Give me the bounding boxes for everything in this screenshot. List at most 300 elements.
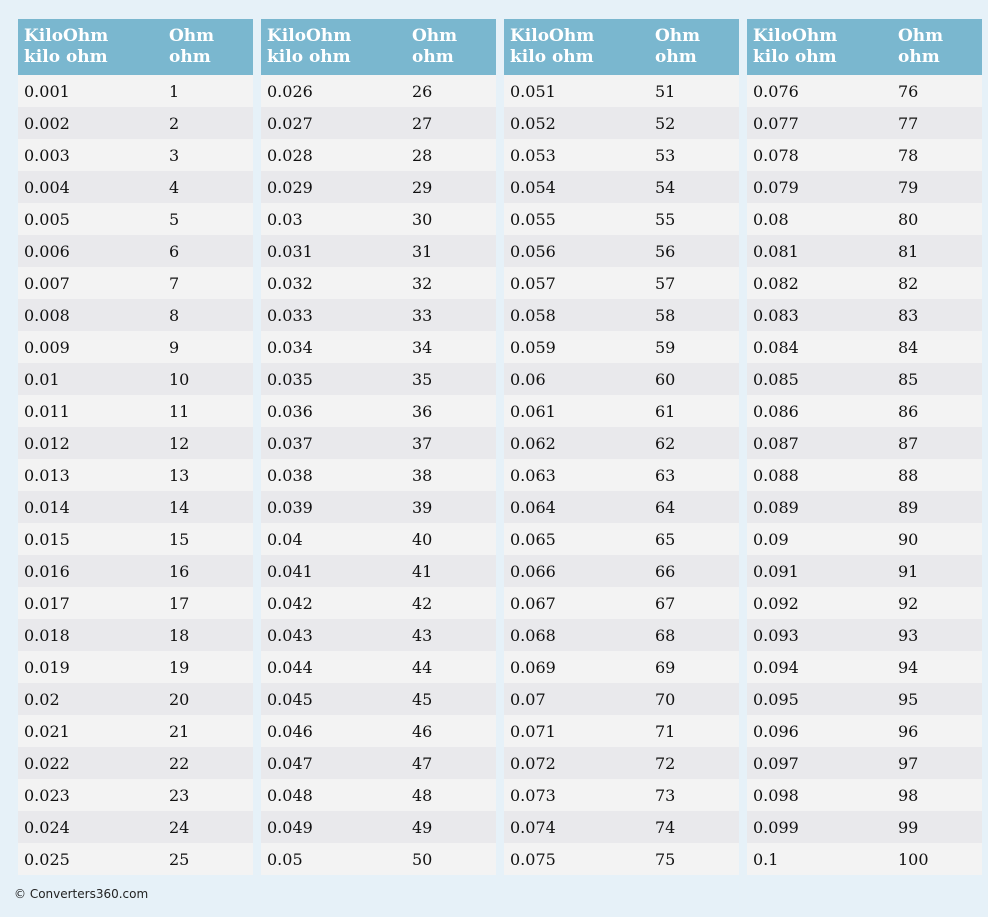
kiloohm-cell: 0.093 bbox=[747, 619, 892, 651]
table-row bbox=[504, 299, 739, 331]
kiloohm-header-line2: kilo ohm bbox=[753, 47, 837, 67]
ohm-cell: 34 bbox=[406, 331, 496, 363]
table-row bbox=[261, 331, 496, 363]
table-row bbox=[261, 107, 496, 139]
table-row bbox=[18, 523, 253, 555]
table-row bbox=[504, 203, 739, 235]
ohm-cell: 83 bbox=[892, 299, 982, 331]
ohm-cell: 36 bbox=[406, 395, 496, 427]
ohm-cell: 32 bbox=[406, 267, 496, 299]
table-row bbox=[261, 395, 496, 427]
ohm-cell: 30 bbox=[406, 203, 496, 235]
ohm-cell: 73 bbox=[649, 779, 739, 811]
kiloohm-cell: 0.085 bbox=[747, 363, 892, 395]
ohm-cell: 66 bbox=[649, 555, 739, 587]
kiloohm-cell: 0.031 bbox=[261, 235, 406, 267]
table-row bbox=[747, 75, 982, 107]
kiloohm-cell: 0.006 bbox=[18, 235, 163, 267]
table-row bbox=[747, 427, 982, 459]
ohm-cell: 21 bbox=[163, 715, 253, 747]
table-row bbox=[261, 363, 496, 395]
table-row bbox=[747, 779, 982, 811]
kiloohm-cell: 0.058 bbox=[504, 299, 649, 331]
ohm-cell: 59 bbox=[649, 331, 739, 363]
ohm-cell: 49 bbox=[406, 811, 496, 843]
ohm-cell: 84 bbox=[892, 331, 982, 363]
kiloohm-cell: 0.049 bbox=[261, 811, 406, 843]
kiloohm-cell: 0.009 bbox=[18, 331, 163, 363]
kiloohm-cell: 0.017 bbox=[18, 587, 163, 619]
ohm-cell: 89 bbox=[892, 491, 982, 523]
ohm-cell: 41 bbox=[406, 555, 496, 587]
kiloohm-cell: 0.028 bbox=[261, 139, 406, 171]
ohm-cell: 4 bbox=[163, 171, 253, 203]
ohm-cell: 7 bbox=[163, 267, 253, 299]
ohm-header-line1: Ohm bbox=[412, 26, 458, 46]
table-body bbox=[261, 75, 496, 875]
kiloohm-cell: 0.011 bbox=[18, 395, 163, 427]
table-row bbox=[261, 427, 496, 459]
table-row bbox=[747, 843, 982, 875]
table-row bbox=[504, 427, 739, 459]
ohm-cell: 1 bbox=[163, 75, 253, 107]
ohm-cell: 20 bbox=[163, 683, 253, 715]
ohm-cell: 16 bbox=[163, 555, 253, 587]
ohm-cell: 58 bbox=[649, 299, 739, 331]
table-row bbox=[18, 459, 253, 491]
ohm-cell: 72 bbox=[649, 747, 739, 779]
kiloohm-cell: 0.063 bbox=[504, 459, 649, 491]
kiloohm-cell: 0.05 bbox=[261, 843, 406, 875]
ohm-cell: 14 bbox=[163, 491, 253, 523]
table-row bbox=[18, 587, 253, 619]
table-row bbox=[18, 331, 253, 363]
ohm-cell: 15 bbox=[163, 523, 253, 555]
ohm-cell: 38 bbox=[406, 459, 496, 491]
ohm-cell: 13 bbox=[163, 459, 253, 491]
ohm-cell: 81 bbox=[892, 235, 982, 267]
ohm-cell: 97 bbox=[892, 747, 982, 779]
ohm-cell: 53 bbox=[649, 139, 739, 171]
kiloohm-cell: 0.1 bbox=[747, 843, 892, 875]
table-row bbox=[18, 747, 253, 779]
table-row bbox=[504, 331, 739, 363]
table-row bbox=[18, 107, 253, 139]
kiloohm-cell: 0.03 bbox=[261, 203, 406, 235]
table-row bbox=[504, 651, 739, 683]
table-row bbox=[747, 395, 982, 427]
ohm-cell: 67 bbox=[649, 587, 739, 619]
table-row bbox=[504, 747, 739, 779]
table-row bbox=[747, 811, 982, 843]
table-row bbox=[18, 363, 253, 395]
ohm-cell: 22 bbox=[163, 747, 253, 779]
kiloohm-cell: 0.056 bbox=[504, 235, 649, 267]
ohm-cell: 98 bbox=[892, 779, 982, 811]
ohm-cell: 10 bbox=[163, 363, 253, 395]
table-row bbox=[504, 587, 739, 619]
kiloohm-cell: 0.077 bbox=[747, 107, 892, 139]
table-row bbox=[261, 491, 496, 523]
ohm-cell: 76 bbox=[892, 75, 982, 107]
kiloohm-cell: 0.046 bbox=[261, 715, 406, 747]
table-header-row bbox=[504, 19, 739, 75]
kiloohm-cell: 0.069 bbox=[504, 651, 649, 683]
table-row bbox=[261, 779, 496, 811]
table-row bbox=[261, 811, 496, 843]
ohm-cell: 70 bbox=[649, 683, 739, 715]
kiloohm-cell: 0.071 bbox=[504, 715, 649, 747]
kiloohm-cell: 0.002 bbox=[18, 107, 163, 139]
ohm-cell: 79 bbox=[892, 171, 982, 203]
table-row bbox=[747, 203, 982, 235]
ohm-cell: 27 bbox=[406, 107, 496, 139]
kiloohm-cell: 0.091 bbox=[747, 555, 892, 587]
ohm-cell: 31 bbox=[406, 235, 496, 267]
ohm-cell: 56 bbox=[649, 235, 739, 267]
table-body bbox=[747, 75, 982, 875]
kiloohm-cell: 0.064 bbox=[504, 491, 649, 523]
table-header-row bbox=[261, 19, 496, 75]
kiloohm-cell: 0.004 bbox=[18, 171, 163, 203]
kiloohm-cell: 0.027 bbox=[261, 107, 406, 139]
ohm-cell: 85 bbox=[892, 363, 982, 395]
kiloohm-cell: 0.095 bbox=[747, 683, 892, 715]
ohm-cell: 69 bbox=[649, 651, 739, 683]
kiloohm-cell: 0.074 bbox=[504, 811, 649, 843]
ohm-cell: 94 bbox=[892, 651, 982, 683]
ohm-cell: 26 bbox=[406, 75, 496, 107]
kiloohm-cell: 0.089 bbox=[747, 491, 892, 523]
table-row bbox=[747, 555, 982, 587]
ohm-cell: 93 bbox=[892, 619, 982, 651]
table-row bbox=[504, 715, 739, 747]
table-row bbox=[747, 171, 982, 203]
table-row bbox=[18, 683, 253, 715]
table-row bbox=[18, 203, 253, 235]
ohm-cell: 6 bbox=[163, 235, 253, 267]
kiloohm-cell: 0.087 bbox=[747, 427, 892, 459]
table-row bbox=[18, 491, 253, 523]
ohm-cell: 35 bbox=[406, 363, 496, 395]
kiloohm-column-header bbox=[18, 19, 163, 75]
kiloohm-cell: 0.032 bbox=[261, 267, 406, 299]
kiloohm-cell: 0.054 bbox=[504, 171, 649, 203]
table-row bbox=[504, 683, 739, 715]
kiloohm-cell: 0.07 bbox=[504, 683, 649, 715]
kiloohm-column-header bbox=[747, 19, 892, 75]
ohm-cell: 64 bbox=[649, 491, 739, 523]
ohm-cell: 78 bbox=[892, 139, 982, 171]
kiloohm-cell: 0.003 bbox=[18, 139, 163, 171]
table-row bbox=[504, 107, 739, 139]
ohm-cell: 77 bbox=[892, 107, 982, 139]
kiloohm-cell: 0.092 bbox=[747, 587, 892, 619]
table-row bbox=[504, 459, 739, 491]
table-row bbox=[261, 683, 496, 715]
table-row bbox=[747, 523, 982, 555]
ohm-cell: 63 bbox=[649, 459, 739, 491]
ohm-cell: 23 bbox=[163, 779, 253, 811]
table-row bbox=[747, 587, 982, 619]
ohm-cell: 99 bbox=[892, 811, 982, 843]
ohm-cell: 60 bbox=[649, 363, 739, 395]
ohm-cell: 91 bbox=[892, 555, 982, 587]
ohm-cell: 57 bbox=[649, 267, 739, 299]
kiloohm-cell: 0.068 bbox=[504, 619, 649, 651]
ohm-cell: 90 bbox=[892, 523, 982, 555]
table-row bbox=[504, 619, 739, 651]
kiloohm-cell: 0.029 bbox=[261, 171, 406, 203]
ohm-cell: 51 bbox=[649, 75, 739, 107]
ohm-cell: 19 bbox=[163, 651, 253, 683]
table-row bbox=[261, 587, 496, 619]
table-row bbox=[747, 363, 982, 395]
kiloohm-header-line1: KiloOhm bbox=[753, 26, 838, 46]
ohm-cell: 100 bbox=[892, 843, 982, 875]
kiloohm-cell: 0.048 bbox=[261, 779, 406, 811]
ohm-cell: 86 bbox=[892, 395, 982, 427]
ohm-cell: 8 bbox=[163, 299, 253, 331]
ohm-header-line1: Ohm bbox=[898, 26, 944, 46]
kiloohm-cell: 0.047 bbox=[261, 747, 406, 779]
ohm-cell: 37 bbox=[406, 427, 496, 459]
ohm-cell: 74 bbox=[649, 811, 739, 843]
table-body bbox=[504, 75, 739, 875]
kiloohm-cell: 0.059 bbox=[504, 331, 649, 363]
table-row bbox=[504, 139, 739, 171]
kiloohm-cell: 0.051 bbox=[504, 75, 649, 107]
ohm-cell: 54 bbox=[649, 171, 739, 203]
kiloohm-cell: 0.084 bbox=[747, 331, 892, 363]
ohm-cell: 61 bbox=[649, 395, 739, 427]
table-row bbox=[747, 619, 982, 651]
kiloohm-cell: 0.001 bbox=[18, 75, 163, 107]
ohm-column-header bbox=[892, 19, 982, 75]
kiloohm-cell: 0.038 bbox=[261, 459, 406, 491]
table-row bbox=[504, 523, 739, 555]
table-row bbox=[504, 811, 739, 843]
table-row bbox=[261, 619, 496, 651]
table-row bbox=[747, 747, 982, 779]
table-row bbox=[18, 843, 253, 875]
ohm-header-line2: ohm bbox=[169, 47, 211, 67]
kiloohm-cell: 0.075 bbox=[504, 843, 649, 875]
kiloohm-cell: 0.012 bbox=[18, 427, 163, 459]
kiloohm-cell: 0.083 bbox=[747, 299, 892, 331]
table-row bbox=[261, 75, 496, 107]
kiloohm-cell: 0.021 bbox=[18, 715, 163, 747]
table-row bbox=[504, 779, 739, 811]
kiloohm-header-line1: KiloOhm bbox=[24, 26, 109, 46]
table-row bbox=[747, 107, 982, 139]
table-row bbox=[18, 235, 253, 267]
ohm-header-line2: ohm bbox=[898, 47, 940, 67]
ohm-column-header bbox=[163, 19, 253, 75]
kiloohm-header-line2: kilo ohm bbox=[267, 47, 351, 67]
kiloohm-column-header bbox=[261, 19, 406, 75]
ohm-cell: 87 bbox=[892, 427, 982, 459]
ohm-cell: 5 bbox=[163, 203, 253, 235]
kiloohm-cell: 0.045 bbox=[261, 683, 406, 715]
table-row bbox=[504, 843, 739, 875]
kiloohm-cell: 0.086 bbox=[747, 395, 892, 427]
kiloohm-cell: 0.005 bbox=[18, 203, 163, 235]
table-row bbox=[261, 523, 496, 555]
kiloohm-cell: 0.039 bbox=[261, 491, 406, 523]
table-header-row bbox=[18, 19, 253, 75]
ohm-cell: 18 bbox=[163, 619, 253, 651]
kiloohm-header-line2: kilo ohm bbox=[24, 47, 108, 67]
table-row bbox=[504, 491, 739, 523]
kiloohm-cell: 0.055 bbox=[504, 203, 649, 235]
ohm-cell: 47 bbox=[406, 747, 496, 779]
kiloohm-cell: 0.078 bbox=[747, 139, 892, 171]
table-row bbox=[18, 651, 253, 683]
table-row bbox=[504, 171, 739, 203]
kiloohm-cell: 0.024 bbox=[18, 811, 163, 843]
table-row bbox=[261, 139, 496, 171]
table-row bbox=[747, 715, 982, 747]
ohm-header-line1: Ohm bbox=[169, 26, 215, 46]
kiloohm-cell: 0.09 bbox=[747, 523, 892, 555]
table-row bbox=[261, 267, 496, 299]
ohm-cell: 55 bbox=[649, 203, 739, 235]
kiloohm-cell: 0.053 bbox=[504, 139, 649, 171]
conversion-table-3 bbox=[504, 19, 739, 875]
kiloohm-cell: 0.025 bbox=[18, 843, 163, 875]
kiloohm-header-line1: KiloOhm bbox=[510, 26, 595, 46]
table-row bbox=[18, 75, 253, 107]
ohm-cell: 39 bbox=[406, 491, 496, 523]
ohm-cell: 92 bbox=[892, 587, 982, 619]
ohm-header-line2: ohm bbox=[655, 47, 697, 67]
table-row bbox=[504, 75, 739, 107]
table-row bbox=[18, 267, 253, 299]
kiloohm-cell: 0.096 bbox=[747, 715, 892, 747]
table-row bbox=[261, 171, 496, 203]
ohm-cell: 40 bbox=[406, 523, 496, 555]
ohm-cell: 42 bbox=[406, 587, 496, 619]
kiloohm-cell: 0.022 bbox=[18, 747, 163, 779]
table-row bbox=[261, 299, 496, 331]
table-row bbox=[261, 715, 496, 747]
kiloohm-cell: 0.098 bbox=[747, 779, 892, 811]
table-row bbox=[18, 139, 253, 171]
table-row bbox=[261, 843, 496, 875]
table-row bbox=[261, 203, 496, 235]
ohm-cell: 2 bbox=[163, 107, 253, 139]
kiloohm-cell: 0.043 bbox=[261, 619, 406, 651]
kiloohm-cell: 0.057 bbox=[504, 267, 649, 299]
table-row bbox=[504, 555, 739, 587]
conversion-table-4 bbox=[747, 19, 982, 875]
table-row bbox=[504, 395, 739, 427]
kiloohm-cell: 0.041 bbox=[261, 555, 406, 587]
kiloohm-cell: 0.014 bbox=[18, 491, 163, 523]
table-row bbox=[747, 651, 982, 683]
ohm-cell: 11 bbox=[163, 395, 253, 427]
table-row bbox=[504, 267, 739, 299]
ohm-cell: 75 bbox=[649, 843, 739, 875]
table-body bbox=[18, 75, 253, 875]
table-row bbox=[18, 715, 253, 747]
ohm-cell: 3 bbox=[163, 139, 253, 171]
ohm-header-line1: Ohm bbox=[655, 26, 701, 46]
kiloohm-cell: 0.019 bbox=[18, 651, 163, 683]
kiloohm-cell: 0.02 bbox=[18, 683, 163, 715]
ohm-column-header bbox=[649, 19, 739, 75]
table-row bbox=[18, 555, 253, 587]
kiloohm-cell: 0.072 bbox=[504, 747, 649, 779]
table-row bbox=[18, 779, 253, 811]
kiloohm-cell: 0.037 bbox=[261, 427, 406, 459]
conversion-tables bbox=[18, 19, 983, 875]
kiloohm-header-line1: KiloOhm bbox=[267, 26, 352, 46]
kiloohm-cell: 0.099 bbox=[747, 811, 892, 843]
kiloohm-cell: 0.044 bbox=[261, 651, 406, 683]
kiloohm-cell: 0.008 bbox=[18, 299, 163, 331]
ohm-cell: 25 bbox=[163, 843, 253, 875]
copyright-notice: © Converters360.com bbox=[14, 887, 149, 901]
table-row bbox=[747, 299, 982, 331]
kiloohm-cell: 0.065 bbox=[504, 523, 649, 555]
ohm-cell: 96 bbox=[892, 715, 982, 747]
table-row bbox=[18, 427, 253, 459]
kiloohm-cell: 0.097 bbox=[747, 747, 892, 779]
conversion-table-1 bbox=[18, 19, 253, 875]
ohm-header-line2: ohm bbox=[412, 47, 454, 67]
ohm-cell: 46 bbox=[406, 715, 496, 747]
ohm-cell: 28 bbox=[406, 139, 496, 171]
table-row bbox=[18, 171, 253, 203]
table-row bbox=[261, 747, 496, 779]
ohm-column-header bbox=[406, 19, 496, 75]
kiloohm-cell: 0.088 bbox=[747, 459, 892, 491]
ohm-cell: 68 bbox=[649, 619, 739, 651]
kiloohm-cell: 0.01 bbox=[18, 363, 163, 395]
kiloohm-cell: 0.073 bbox=[504, 779, 649, 811]
kiloohm-cell: 0.033 bbox=[261, 299, 406, 331]
kiloohm-cell: 0.035 bbox=[261, 363, 406, 395]
table-row bbox=[261, 459, 496, 491]
ohm-cell: 52 bbox=[649, 107, 739, 139]
table-header-row bbox=[747, 19, 982, 75]
conversion-table-2 bbox=[261, 19, 496, 875]
kiloohm-cell: 0.042 bbox=[261, 587, 406, 619]
kiloohm-cell: 0.062 bbox=[504, 427, 649, 459]
kiloohm-cell: 0.066 bbox=[504, 555, 649, 587]
kiloohm-cell: 0.036 bbox=[261, 395, 406, 427]
table-row bbox=[747, 331, 982, 363]
ohm-cell: 24 bbox=[163, 811, 253, 843]
kiloohm-cell: 0.06 bbox=[504, 363, 649, 395]
kiloohm-cell: 0.082 bbox=[747, 267, 892, 299]
kiloohm-cell: 0.015 bbox=[18, 523, 163, 555]
kiloohm-cell: 0.007 bbox=[18, 267, 163, 299]
ohm-cell: 43 bbox=[406, 619, 496, 651]
kiloohm-cell: 0.026 bbox=[261, 75, 406, 107]
ohm-cell: 62 bbox=[649, 427, 739, 459]
kiloohm-cell: 0.052 bbox=[504, 107, 649, 139]
ohm-cell: 88 bbox=[892, 459, 982, 491]
table-row bbox=[18, 619, 253, 651]
kiloohm-cell: 0.076 bbox=[747, 75, 892, 107]
kiloohm-cell: 0.013 bbox=[18, 459, 163, 491]
ohm-cell: 12 bbox=[163, 427, 253, 459]
ohm-cell: 50 bbox=[406, 843, 496, 875]
ohm-cell: 33 bbox=[406, 299, 496, 331]
